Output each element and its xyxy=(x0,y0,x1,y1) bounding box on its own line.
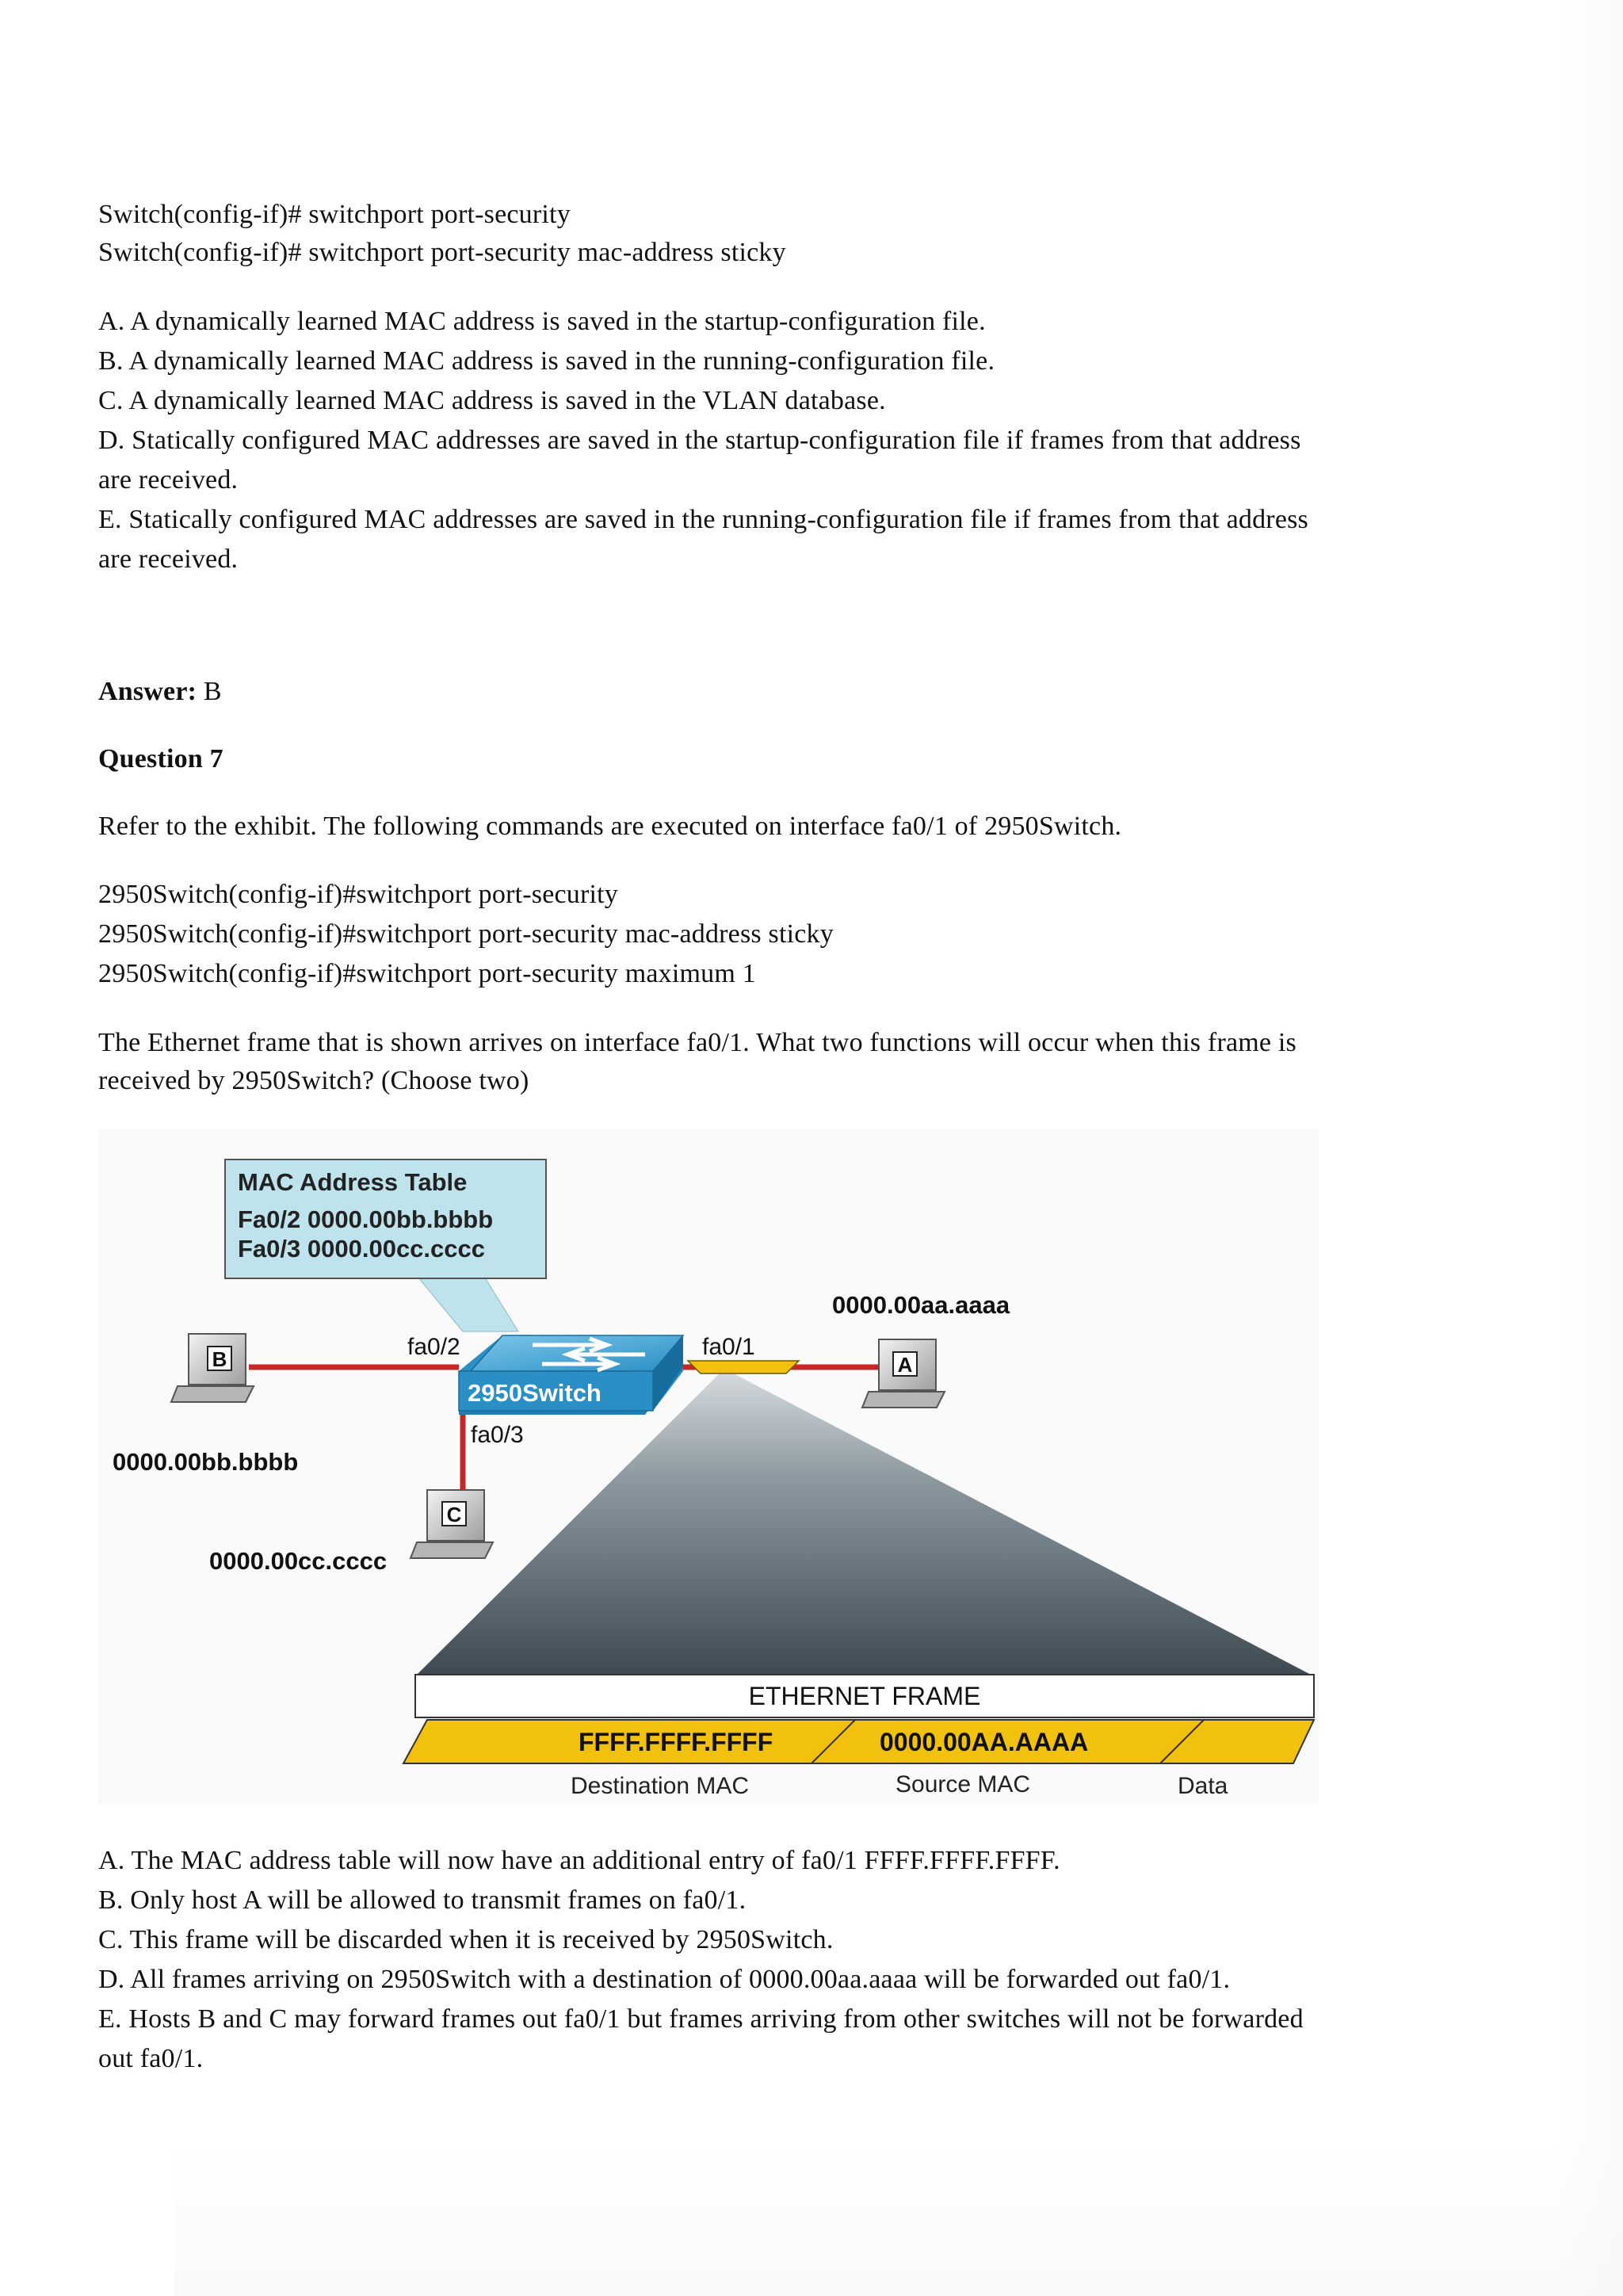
port-label-fa01: fa0/1 xyxy=(702,1334,755,1360)
q6-option-a: A. A dynamically learned MAC address is saved in the startup-configuration file. xyxy=(98,307,986,336)
q6-option-d-line1: D. Statically configured MAC addresses are saved in the startup-configuration file if frames from that address xyxy=(98,426,1301,455)
answer-label: Answer: xyxy=(98,677,197,706)
mac-table-row-2: Fa0/3 0000.00cc.cccc xyxy=(238,1235,485,1263)
page-bottom-shading xyxy=(174,2140,1623,2296)
frame-destination-label: Destination MAC xyxy=(571,1773,750,1799)
frame-source-value: 0000.00AA.AAAA xyxy=(880,1728,1089,1756)
host-c-keyboard xyxy=(411,1542,493,1558)
port-label-fa02: fa0/2 xyxy=(407,1334,460,1360)
q7-option-e-line2: out fa0/1. xyxy=(98,2044,204,2073)
answer-value: B xyxy=(197,677,222,706)
host-a-keyboard xyxy=(862,1392,945,1408)
mac-table-row-1: Fa0/2 0000.00bb.bbbb xyxy=(238,1205,494,1233)
q6-option-e-line2: are received. xyxy=(98,544,239,574)
q6-option-b: B. A dynamically learned MAC address is saved in the running-configuration file. xyxy=(98,346,995,376)
q6-command-2: Switch(config-if)# switchport port-security mac-address sticky xyxy=(98,238,786,267)
q7-option-d: D. All frames arriving on 2950Switch with a destination of 0000.00aa.aaaa will be forwarded out fa0/1. xyxy=(98,1965,1231,1994)
q6-option-d-line2: are received. xyxy=(98,465,239,495)
q6-answer xyxy=(98,675,1430,709)
host-c-letter: C xyxy=(446,1503,462,1526)
frame-destination-value: FFFF.FFFF.FFFF xyxy=(579,1728,773,1756)
network-exhibit xyxy=(98,1129,1319,1805)
host-c-mac: 0000.00cc.cccc xyxy=(209,1547,388,1575)
host-b-mac: 0000.00bb.bbbb xyxy=(113,1448,299,1476)
q7-option-c: C. This frame will be discarded when it is received by 2950Switch. xyxy=(98,1925,834,1954)
q6-option-c: C. A dynamically learned MAC address is saved in the VLAN database. xyxy=(98,386,886,415)
frame-data-label: Data xyxy=(1178,1773,1228,1799)
port-label-fa03: fa0/3 xyxy=(471,1422,524,1448)
q7-prompt-line1: The Ethernet frame that is shown arrives on interface fa0/1. What two functions will occur when this frame is xyxy=(98,1028,1296,1057)
q7-intro: Refer to the exhibit. The following commands are executed on interface fa0/1 of 2950Switch. xyxy=(98,812,1122,841)
q7-option-e-line1: E. Hosts B and C may forward frames out fa0/1 but frames arriving from other switches will not be forwarded xyxy=(98,2004,1304,2034)
host-a-letter: A xyxy=(897,1353,913,1377)
q7-command-3: 2950Switch(config-if)#switchport port-security maximum 1 xyxy=(98,959,756,988)
switch-icon xyxy=(459,1335,683,1415)
q7-command-1: 2950Switch(config-if)#switchport port-security xyxy=(98,880,618,909)
frame-title: ETHERNET FRAME xyxy=(748,1682,981,1710)
q7-option-a: A. The MAC address table will now have an additional entry of fa0/1 FFFF.FFFF.FFFF. xyxy=(98,1846,1060,1875)
q7-command-2: 2950Switch(config-if)#switchport port-security mac-address sticky xyxy=(98,919,834,949)
mac-address-table xyxy=(225,1159,546,1278)
host-a-mac: 0000.00aa.aaaa xyxy=(832,1291,1010,1319)
q6-option-e-line1: E. Statically configured MAC addresses are saved in the running-configuration file if frames from that address xyxy=(98,505,1308,534)
host-b-keyboard xyxy=(171,1386,254,1402)
q7-option-b: B. Only host A will be allowed to transmit frames on fa0/1. xyxy=(98,1885,747,1915)
frame-source-label: Source MAC xyxy=(896,1771,1031,1797)
switch-label: 2950Switch xyxy=(468,1379,601,1407)
frame-fields-band xyxy=(403,1720,1314,1763)
q7-prompt-line2: received by 2950Switch? (Choose two) xyxy=(98,1066,529,1095)
frame-on-wire xyxy=(688,1361,799,1373)
mac-table-title: MAC Address Table xyxy=(238,1168,468,1196)
q6-command-1: Switch(config-if)# switchport port-security xyxy=(98,200,571,229)
host-b-letter: B xyxy=(212,1347,227,1371)
q7-title: Question 7 xyxy=(98,744,223,774)
page-edge-shading xyxy=(1553,0,1623,2296)
